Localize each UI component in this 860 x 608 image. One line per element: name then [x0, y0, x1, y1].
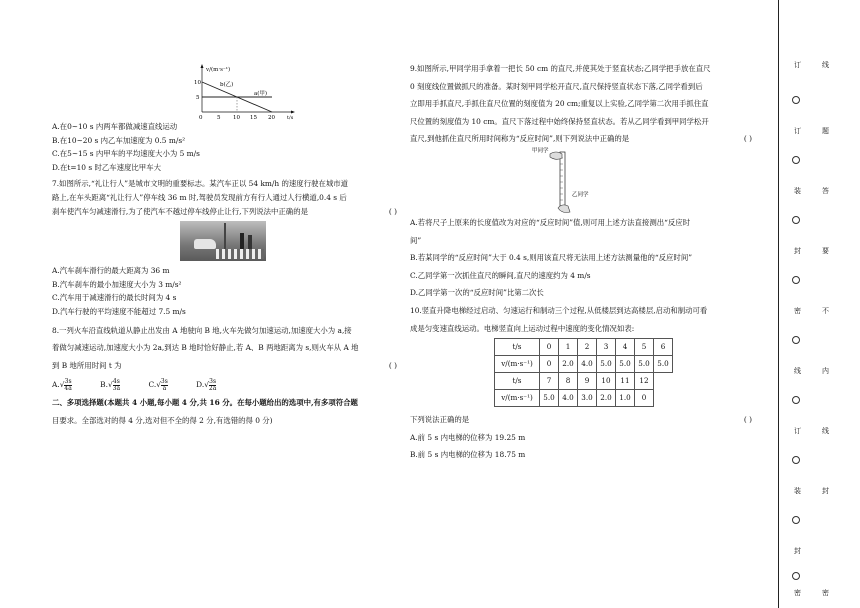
- q7-option-a: A.汽车刹车滑行的最大距离为 36 m: [52, 266, 170, 276]
- side-char: 题: [822, 127, 829, 135]
- side-char: 封: [794, 247, 801, 255]
- q8-option-d: D.√ $\frac{3s}{2a}$: [196, 377, 217, 392]
- circle-icon: [792, 456, 800, 464]
- x-tick-20: 20: [268, 115, 275, 120]
- line-b-label: b(乙): [220, 82, 234, 88]
- side-char: 订: [794, 427, 801, 435]
- side-char: 线: [794, 367, 801, 375]
- q8-stem-line-3-text: 到 B 地所用时间 t 为: [52, 360, 122, 370]
- q8-stem-line-2: 着做匀减速运动,加速度大小为 2a,到达 B 地时恰好静止,若 A、B 两地距离为 s,则火车从 A 地: [52, 343, 359, 353]
- right-column: [410, 62, 770, 462]
- yi-label: 乙同学: [572, 191, 589, 198]
- ruler-figure: [510, 146, 589, 216]
- q8-option-c: C.√ $\frac{3s}{a}$: [148, 377, 168, 392]
- x-tick-5: 5: [217, 115, 221, 120]
- q9-option-b: B.若某同学的“反应时间”大于 0.4 s,则用该直尺将无法用上述方法测量他的“反应时间”: [410, 253, 692, 263]
- side-char: 订: [794, 61, 801, 69]
- q9-option-c: C.乙同学第一次抓住直尺的瞬间,直尺的速度约为 4 m/s: [410, 270, 591, 280]
- section-2-title-line-1: 二、多项选择题(本题共 4 小题,每小题 4 分,共 16 分。在每小题给出的选项中,有多项符合题: [52, 397, 358, 407]
- velocity-table: [494, 338, 673, 407]
- q10-option-a: A.前 5 s 内电梯的位移为 19.25 m: [410, 432, 526, 442]
- q7-option-c: C.汽车用于减速滑行的最长时间为 4 s: [52, 293, 177, 303]
- section-2-title-line-2: 目要求。全部选对的得 4 分,选对但不全的得 2 分,有选错的得 0 分): [52, 415, 273, 425]
- q9-option-a-line-2: 间”: [410, 235, 422, 245]
- circle-icon: [792, 516, 800, 524]
- side-char: 线: [822, 61, 829, 69]
- q10-option-b: B.前 5 s 内电梯的位移为 18.75 m: [410, 450, 526, 460]
- side-char: 内: [822, 367, 829, 375]
- jia-label: 甲同学: [532, 147, 549, 154]
- q10-prompt-line: [410, 413, 770, 427]
- q8-option-a: A.√ $\frac{3s}{4a}$: [52, 377, 72, 392]
- circle-icon: [792, 276, 800, 284]
- side-char: 不: [822, 307, 829, 315]
- q8-stem-line-1: 8.一列火车沿直线轨道从静止出发由 A 地驶向 B 地,火车先做匀加速运动,加速度大小为 a,接: [52, 325, 352, 335]
- circle-icon: [792, 572, 800, 580]
- q9-answer-blank: ( ): [743, 134, 752, 144]
- vt-graph: [192, 62, 302, 120]
- q7-option-b: B.汽车刹车的最小加速度大小为 3 m/s²: [52, 279, 182, 289]
- q8-stem-line-3: [52, 359, 397, 373]
- q9-option-a-line-1: A.若将尺子上原来的长度值改为对应的“反应时间”值,则可用上述方法直接测出“反应时: [410, 217, 691, 227]
- circle-icon: [792, 156, 800, 164]
- side-char: 装: [794, 487, 801, 495]
- table-row: v/(m·s⁻¹) 0 2.0 4.0 5.0 5.0 5.0 5.0: [495, 356, 673, 373]
- line-a-label: a(甲): [254, 91, 268, 97]
- q9-stem-line-5-text: 直尺,到他抓住直尺所用时间称为“反应时间”,则下列说法中正确的是: [410, 134, 630, 144]
- side-char: 订: [794, 127, 801, 135]
- q6-option-b: B.在10~20 s 内乙车加速度为 0.5 m/s²: [52, 135, 186, 145]
- x-tick-15: 15: [250, 115, 257, 120]
- left-column: [52, 62, 397, 427]
- table-row: v/(m·s⁻¹) 5.0 4.0 3.0 2.0 1.0 0: [495, 390, 673, 407]
- q7-stem-line-2: 路上,在车头距离“礼让行人”停车线 36 m 时,驾驶员发现前方有行人通过人行横道,0.4 s 后: [52, 192, 347, 202]
- circle-icon: [792, 216, 800, 224]
- q9-stem-line-5: [410, 132, 770, 146]
- q10-stem-line-1: 10.竖直升降电梯经过启动、匀速运行和制动三个过程,从低楼层到达高楼层,启动和制动可看: [410, 305, 708, 315]
- side-char: 封: [794, 547, 801, 555]
- q7-answer-blank: ( ): [388, 206, 397, 216]
- x-axis-label: t/s: [287, 115, 294, 120]
- circle-icon: [792, 96, 800, 104]
- circle-icon: [792, 336, 800, 344]
- y-tick-10: 10: [194, 80, 201, 86]
- q7-stem-line-1: 7.如图所示,“礼让行人”是城市文明的重要标志。某汽车正以 54 km/h 的速度行驶在城市道: [52, 179, 349, 189]
- side-char: 要: [822, 247, 829, 255]
- hand-yi: [558, 205, 570, 213]
- q10-stem-line-2: 成是匀变速直线运动。电梯竖直向上运动过程中速度的变化情况如表:: [410, 323, 635, 333]
- q7-stem-line-3: [52, 205, 397, 219]
- q6-option-c: C.在5~15 s 内甲车的平均速度大小为 5 m/s: [52, 149, 200, 159]
- y-tick-5: 5: [196, 95, 200, 101]
- q9-stem-line-2: 0 刻度线位置做抓尺的准备。某时刻甲同学松开直尺,直尺保持竖直状态下落,乙同学看到后: [410, 81, 703, 91]
- q9-stem-line-4: 尺位置的刻度值为 10 cm。直尺下落过程中始终保持竖直状态。若从乙同学看到甲同学松开: [410, 116, 709, 126]
- binding-margin: [786, 40, 846, 600]
- q6-option-d: D.在t=10 s 时乙车速度比甲车大: [52, 162, 161, 172]
- side-char: 密: [822, 589, 829, 597]
- table-row: t/s 0 1 2 3 4 5 6: [495, 339, 673, 356]
- hand-jia: [550, 152, 562, 159]
- table-row: t/s 7 8 9 10 11 12: [495, 373, 673, 390]
- q10-answer-blank: ( ): [743, 415, 752, 425]
- q8-answer-blank: ( ): [388, 360, 397, 370]
- q9-stem-line-3: 立即用手抓直尺,手抓住直尺位置的刻度值为 20 cm;重复以上实验,乙同学第二次用手抓住直: [410, 99, 709, 109]
- q7-stem-line-3-text: 刹车使汽车匀减速滑行,为了使汽车不越过停车线停止让行,下列说法中正确的是: [52, 206, 308, 216]
- ruler: [560, 152, 565, 210]
- circle-icon: [792, 396, 800, 404]
- q8-options: [52, 378, 397, 392]
- side-char: 密: [794, 307, 801, 315]
- q10-prompt: 下列说法正确的是: [410, 415, 470, 425]
- q9-stem-line-1: 9.如图所示,甲同学用手拿着一把长 50 cm 的直尺,并使其处于竖直状态;乙同学把手放在直尺: [410, 64, 711, 73]
- crosswalk-photo: [180, 221, 266, 261]
- side-char: 线: [822, 427, 829, 435]
- side-char: 装: [794, 187, 801, 195]
- side-char: 答: [822, 187, 829, 195]
- side-char: 密: [794, 589, 801, 597]
- q6-option-a: A.在0~10 s 内两车都做减速直线运动: [52, 122, 178, 131]
- y-axis-label: v/(m·s⁻¹): [206, 67, 231, 73]
- x-tick-10: 10: [233, 115, 240, 120]
- q8-option-b: B.√ $\frac{4s}{3a}$: [100, 377, 121, 392]
- vt-graph-svg: [192, 62, 302, 120]
- side-char: 封: [822, 487, 829, 495]
- binding-line: [778, 0, 779, 608]
- x-tick-0: 0: [199, 115, 203, 120]
- q9-option-d: D.乙同学第一次的“反应时间”比第二次长: [410, 288, 544, 298]
- q7-option-d: D.汽车行驶的平均速度不能超过 7.5 m/s: [52, 306, 186, 316]
